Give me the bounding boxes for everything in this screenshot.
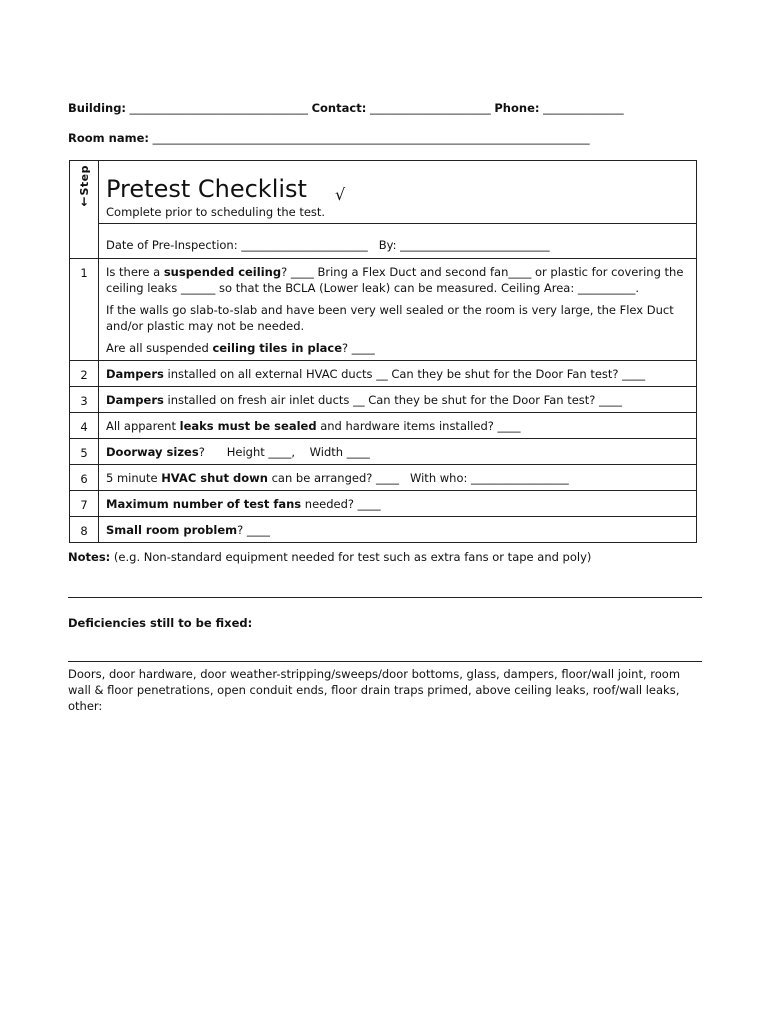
- deficiencies-label: Deficiencies still to be fixed:: [68, 616, 253, 630]
- step-label: Step: [77, 165, 91, 196]
- phone-label: Phone:: [494, 101, 540, 115]
- step-content[interactable]: [99, 413, 697, 439]
- table-row: [70, 439, 697, 465]
- step-number: 5: [70, 439, 99, 465]
- pre-inspection-date-field[interactable]: Date of Pre-Inspection: ______________________: [106, 238, 368, 252]
- item-text: 5 minute: [106, 471, 162, 485]
- room-name-field[interactable]: ____________________________________________________________________________: [148, 131, 590, 145]
- contact-field[interactable]: _____________________: [366, 101, 495, 115]
- item-text: All apparent: [106, 419, 180, 433]
- table-row: [70, 413, 697, 439]
- step-number: 3: [70, 387, 99, 413]
- item-note: If the walls go slab-to-slab and have been very well sealed or the room is very large, the Flex Duct and/or plastic may not be needed.: [106, 303, 674, 333]
- check-mark-icon: √: [334, 185, 346, 204]
- notes-hint: (e.g. Non-standard equipment needed for test such as extra fans or tape and poly): [110, 550, 592, 564]
- step-content[interactable]: [99, 439, 697, 465]
- checklist-subtitle: Complete prior to scheduling the test.: [106, 205, 326, 219]
- inspector-field[interactable]: By: __________________________: [378, 238, 550, 252]
- item-answer[interactable]: ? ____: [342, 341, 375, 355]
- step-number: 1: [70, 259, 99, 361]
- item-text: ? Height ____, Width ____: [198, 445, 370, 459]
- down-arrow-icon: ↓: [78, 194, 90, 209]
- header-contact-line: [68, 101, 624, 115]
- step-number: 7: [70, 491, 99, 517]
- deficiencies-line[interactable]: [68, 661, 702, 662]
- notes-section: [68, 550, 591, 564]
- checklist-title-row: [70, 161, 697, 224]
- item-keyword: suspended ceiling: [163, 265, 282, 279]
- building-field[interactable]: _______________________________: [126, 101, 312, 115]
- step-content[interactable]: [99, 517, 697, 543]
- item-text: installed on fresh air inlet ducts __ Can they be shut for the Door Fan test? ____: [163, 393, 623, 407]
- step-number: 2: [70, 361, 99, 387]
- table-row: [70, 517, 697, 543]
- step-content[interactable]: [99, 465, 697, 491]
- pre-inspection-row: [70, 224, 697, 259]
- item-keyword: Doorway sizes: [106, 445, 199, 459]
- item-text: installed on all external HVAC ducts __ Can they be shut for the Door Fan test? ____: [163, 367, 646, 381]
- checklist-title-cell: [99, 161, 697, 224]
- checklist-title: Pretest Checklist: [106, 175, 307, 203]
- item-text: ? ____: [237, 523, 270, 537]
- item-keyword: Small room problem: [106, 523, 238, 537]
- room-name-label: Room name:: [68, 131, 149, 145]
- item-text: can be arranged? ____ With who: _________________: [267, 471, 569, 485]
- notes-line[interactable]: [68, 597, 702, 598]
- phone-field[interactable]: ______________: [539, 101, 624, 115]
- pretest-checklist-table: [69, 160, 697, 543]
- table-row: [70, 465, 697, 491]
- item-keyword: HVAC shut down: [161, 471, 268, 485]
- item-text: Are all suspended: [106, 341, 213, 355]
- step-content[interactable]: [99, 361, 697, 387]
- step-content: [99, 259, 697, 361]
- step-number: 6: [70, 465, 99, 491]
- table-row: [70, 361, 697, 387]
- step-content[interactable]: [99, 387, 697, 413]
- item-keyword: Maximum number of test fans: [106, 497, 302, 511]
- deficiencies-list: Doors, door hardware, door weather-stripping/sweeps/door bottoms, glass, dampers, floor/wall joint, room wall & floor penetrations, open conduit ends, floor drain traps primed, above ceiling leaks, roof/wall leaks, other:: [68, 667, 681, 713]
- step-column-header: [70, 161, 99, 259]
- step-number: 8: [70, 517, 99, 543]
- item-keyword: leaks must be sealed: [179, 419, 317, 433]
- item-keyword: Dampers: [106, 393, 164, 407]
- table-row: [70, 259, 697, 361]
- item-text[interactable]: ? ____ Bring a Flex Duct and second fan____ or plastic for covering the ceiling leaks ______ so that the BCLA (Lower leak) can be measured. Ceiling Area: __________.: [106, 265, 684, 295]
- table-row: [70, 491, 697, 517]
- building-label: Building:: [68, 101, 127, 115]
- step-content[interactable]: [99, 491, 697, 517]
- item-text: needed? ____: [301, 497, 381, 511]
- table-row: [70, 387, 697, 413]
- contact-label: Contact:: [311, 101, 367, 115]
- pre-inspection-cell: [99, 224, 697, 259]
- item-keyword: ceiling tiles in place: [212, 341, 343, 355]
- header-room-line: [68, 131, 590, 145]
- item-text: Is there a: [106, 265, 164, 279]
- item-text: and hardware items installed? ____: [316, 419, 521, 433]
- step-number: 4: [70, 413, 99, 439]
- item-keyword: Dampers: [106, 367, 164, 381]
- notes-label: Notes:: [68, 550, 111, 564]
